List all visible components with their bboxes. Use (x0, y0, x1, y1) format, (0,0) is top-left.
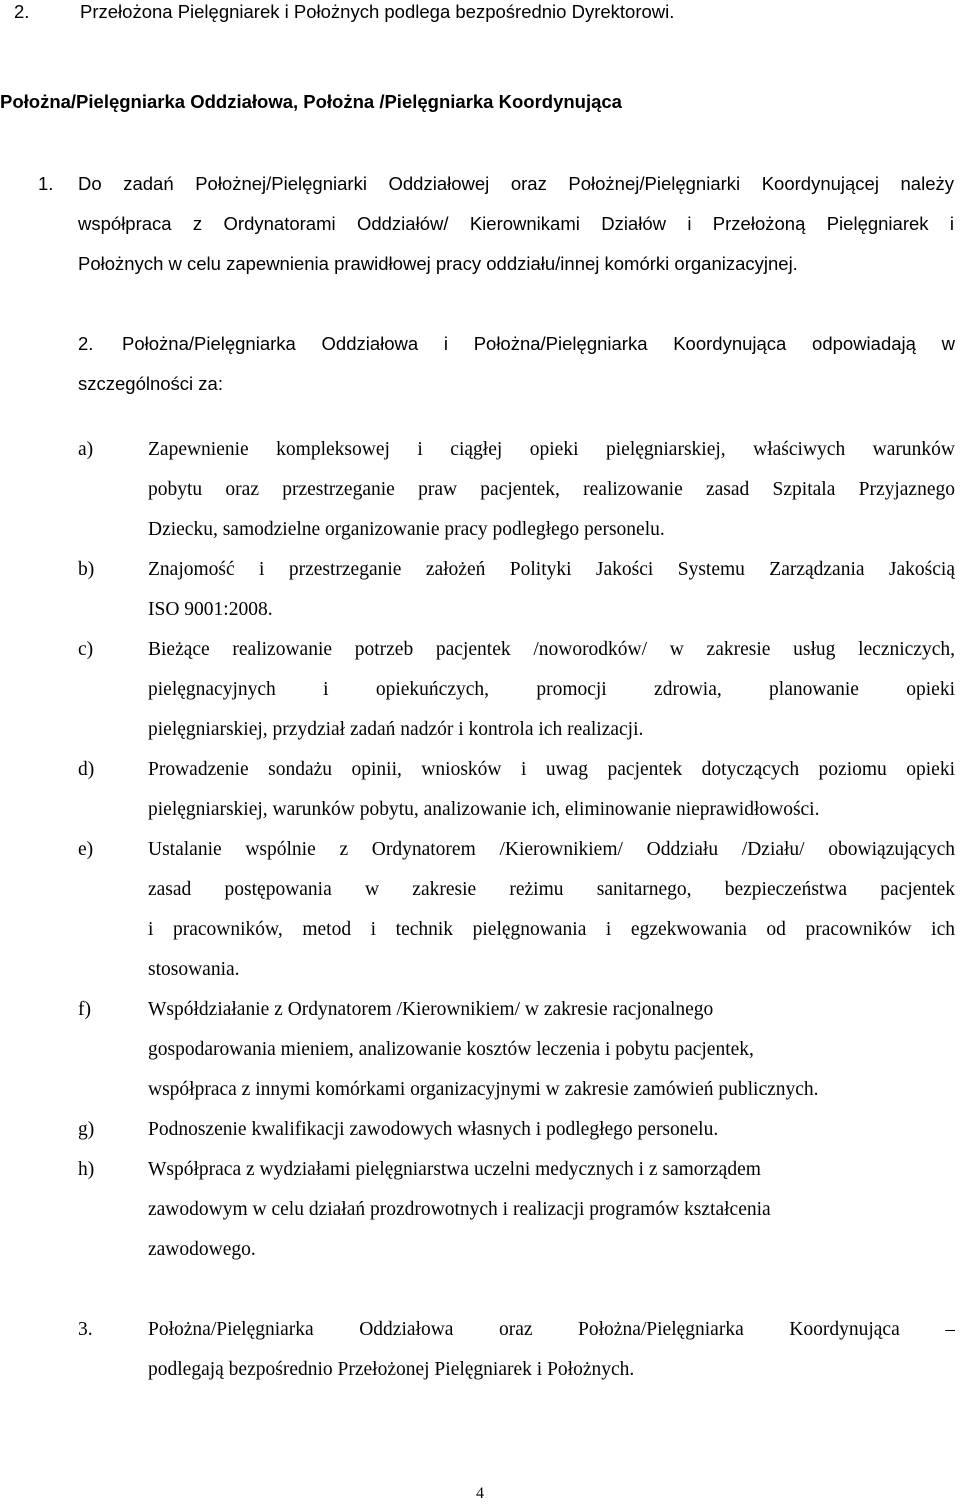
list-item-line: zawodowym w celu działań prozdrowotnych i realizacji programów kształcenia (148, 1199, 771, 1220)
list-item-label: d) (78, 759, 95, 780)
list-item-line: Współpraca z wydziałami pielęgniarstwa uczelni medycznych i z samorządem (148, 1159, 761, 1180)
list-item-line: Prowadzenie sondażu opinii, wniosków i uwag pacjentek dotyczących poziomu opieki (148, 759, 955, 780)
list-item-line: Zapewnienie kompleksowej i ciągłej opieki pielęgniarskiej, właściwych warunków (148, 439, 955, 460)
list-item-line: pielęgniarskiej, przydział zadań nadzór i kontrola ich realizacji. (148, 719, 644, 740)
top-item-text: Przełożona Pielęgniarek i Położnych podlega bezpośrednio Dyrektorowi. (80, 1, 675, 22)
list-item-label: f) (78, 999, 91, 1020)
item3-number: 3. (78, 1319, 93, 1340)
item3-line: podlegają bezpośrednio Przełożonej Pielęgniarek i Położnych. (148, 1359, 635, 1380)
list-item-label: e) (78, 839, 94, 860)
list-item-label: c) (78, 639, 94, 660)
list-item-line: pielęgniarskiej, warunków pobytu, analizowanie ich, eliminowanie nieprawidłowości. (148, 799, 820, 820)
list-item-label: h) (78, 1159, 95, 1180)
item1-line: współpraca z Ordynatorami Oddziałów/ Kierownikami Działów i Przełożoną Pielęgniarek i (78, 213, 954, 234)
item2-number: 2. (78, 333, 94, 354)
item1-number: 1. (38, 173, 54, 194)
list-item-line: Współdziałanie z Ordynatorem /Kierownikiem/ w zakresie racjonalnego (148, 999, 714, 1020)
section-heading: Położna/Pielęgniarka Oddziałowa, Położna /Pielęgniarka Koordynująca (0, 91, 622, 112)
top-item-number: 2. (14, 1, 30, 22)
list-item-line: zasad postępowania w zakresie reżimu sanitarnego, bezpieczeństwa pacjentek (148, 879, 955, 900)
list-item-line: gospodarowania mieniem, analizowanie kosztów leczenia i pobytu pacjentek, (148, 1039, 754, 1060)
list-item-line: Podnoszenie kwalifikacji zawodowych własnych i podległego personelu. (148, 1119, 719, 1140)
list-item-line: Ustalanie wspólnie z Ordynatorem /Kierownikiem/ Oddziału /Działu/ obowiązujących (148, 839, 955, 860)
list-item-line: i pracowników, metod i technik pielęgnowania i egzekwowania od pracowników ich (148, 919, 955, 940)
list-item-line: stosowania. (148, 959, 240, 980)
list-item-label: g) (78, 1119, 95, 1140)
item1-line: Do zadań Położnej/Pielęgniarki Oddziałowej oraz Położnej/Pielęgniarki Koordynującej należy (78, 173, 954, 194)
list-item-label: a) (78, 439, 94, 460)
item2-line: Położna/Pielęgniarka Oddziałowa i Położna/Pielęgniarka Koordynująca odpowiadają w (122, 333, 955, 354)
list-item-line: Bieżące realizowanie potrzeb pacjentek /noworodków/ w zakresie usług leczniczych, (148, 639, 955, 660)
list-item-line: ISO 9001:2008. (148, 599, 273, 620)
item3-line: Położna/Pielęgniarka Oddziałowa oraz Położna/Pielęgniarka Koordynująca – (148, 1319, 955, 1340)
list-item-line: zawodowego. (148, 1239, 256, 1260)
list-item-line: pobytu oraz przestrzeganie praw pacjentek, realizowanie zasad Szpitala Przyjaznego (148, 479, 955, 500)
page-number: 4 (476, 1485, 484, 1502)
list-item-line: współpraca z innymi komórkami organizacyjnymi w zakresie zamówień publicznych. (148, 1079, 819, 1100)
list-item-label: b) (78, 559, 95, 580)
item1-line: Położnych w celu zapewnienia prawidłowej pracy oddziału/innej komórki organizacyjnej. (78, 253, 798, 274)
list-item-line: Znajomość i przestrzeganie założeń Polityki Jakości Systemu Zarządzania Jakością (148, 559, 955, 580)
list-item-line: Dziecku, samodzielne organizowanie pracy podległego personelu. (148, 519, 665, 540)
item2-line: szczególności za: (78, 373, 223, 394)
list-item-line: pielęgnacyjnych i opiekuńczych, promocji zdrowia, planowanie opieki (148, 679, 955, 700)
